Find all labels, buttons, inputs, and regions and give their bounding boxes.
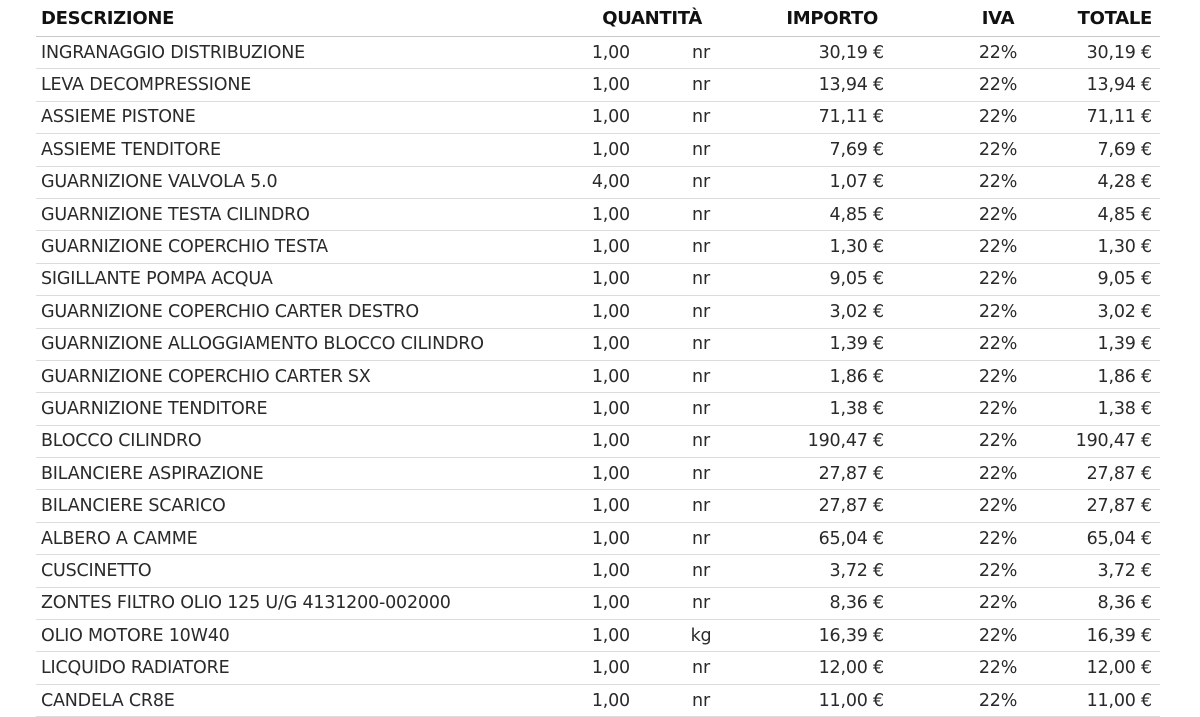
cell-importo: 16,39 € (818, 625, 884, 646)
cell-descrizione: GUARNIZIONE COPERCHIO CARTER DESTRO (41, 301, 419, 322)
table-row (36, 426, 1160, 458)
cell-importo: 1,39 € (829, 334, 884, 355)
cell-unita: nr (692, 237, 710, 258)
cell-descrizione: ZONTES FILTRO OLIO 125 U/G 4131200-002000 (41, 593, 451, 614)
cell-unita: nr (692, 496, 710, 517)
cell-totale: 12,00 € (1086, 658, 1152, 679)
cell-quantita: 1,00 (591, 301, 630, 322)
cell-iva: 22% (978, 204, 1018, 225)
cell-descrizione: GUARNIZIONE COPERCHIO TESTA (41, 237, 328, 258)
cell-iva: 22% (978, 107, 1018, 128)
cell-unita: nr (692, 204, 710, 225)
cell-descrizione: BILANCIERE ASPIRAZIONE (41, 463, 264, 484)
cell-unita: nr (692, 658, 710, 679)
cell-totale: 13,94 € (1086, 75, 1152, 96)
cell-descrizione: OLIO MOTORE 10W40 (41, 625, 230, 646)
cell-descrizione: LEVA DECOMPRESSIONE (41, 75, 252, 96)
cell-quantita: 1,00 (591, 625, 630, 646)
header-descrizione: DESCRIZIONE (41, 7, 175, 29)
table-row (36, 199, 1160, 231)
cell-totale: 1,86 € (1097, 366, 1152, 387)
cell-unita: nr (692, 366, 710, 387)
cell-totale: 30,19 € (1086, 42, 1152, 63)
table-row (36, 458, 1160, 490)
table-row (36, 167, 1160, 199)
cell-descrizione: LICQUIDO RADIATORE (41, 658, 230, 679)
cell-totale: 190,47 € (1075, 431, 1152, 452)
cell-quantita: 1,00 (591, 42, 630, 63)
cell-quantita: 1,00 (591, 204, 630, 225)
cell-unita: nr (692, 593, 710, 614)
cell-quantita: 1,00 (591, 593, 630, 614)
cell-importo: 3,02 € (829, 301, 884, 322)
cell-quantita: 1,00 (591, 431, 630, 452)
cell-iva: 22% (978, 463, 1018, 484)
cell-quantita: 1,00 (591, 560, 630, 581)
cell-descrizione: ALBERO A CAMME (41, 528, 198, 549)
cell-iva: 22% (978, 301, 1018, 322)
table-row (36, 264, 1160, 296)
table-row (36, 361, 1160, 393)
cell-importo: 1,38 € (829, 398, 884, 419)
cell-totale: 7,69 € (1097, 139, 1152, 160)
cell-totale: 3,72 € (1097, 560, 1152, 581)
cell-descrizione: GUARNIZIONE TESTA CILINDRO (41, 204, 310, 225)
cell-unita: nr (692, 75, 710, 96)
table-row (36, 134, 1160, 166)
cell-totale: 8,36 € (1097, 593, 1152, 614)
cell-descrizione: BLOCCO CILINDRO (41, 431, 202, 452)
cell-unita: nr (692, 463, 710, 484)
cell-quantita: 1,00 (591, 139, 630, 160)
cell-descrizione: ASSIEME TENDITORE (41, 139, 221, 160)
cell-iva: 22% (978, 172, 1018, 193)
cell-unita: nr (692, 528, 710, 549)
table-row (36, 652, 1160, 684)
cell-unita: nr (692, 172, 710, 193)
table-row (36, 490, 1160, 522)
cell-importo: 1,30 € (829, 237, 884, 258)
cell-iva: 22% (978, 269, 1018, 290)
cell-quantita: 1,00 (591, 269, 630, 290)
cell-descrizione: GUARNIZIONE VALVOLA 5.0 (41, 172, 278, 193)
header-quantita: QUANTITÀ (602, 7, 702, 29)
cell-importo: 9,05 € (829, 269, 884, 290)
cell-totale: 9,05 € (1097, 269, 1152, 290)
cell-iva: 22% (978, 398, 1018, 419)
cell-importo: 190,47 € (807, 431, 884, 452)
cell-importo: 27,87 € (818, 463, 884, 484)
table-row (36, 296, 1160, 328)
cell-descrizione: CANDELA CR8E (41, 690, 175, 711)
invoice-table (36, 0, 1160, 717)
cell-iva: 22% (978, 625, 1018, 646)
table-row (36, 588, 1160, 620)
table-row (36, 555, 1160, 587)
cell-importo: 12,00 € (818, 658, 884, 679)
cell-totale: 4,28 € (1097, 172, 1152, 193)
cell-quantita: 1,00 (591, 658, 630, 679)
cell-totale: 3,02 € (1097, 301, 1152, 322)
cell-quantita: 1,00 (591, 398, 630, 419)
cell-iva: 22% (978, 237, 1018, 258)
cell-importo: 30,19 € (818, 42, 884, 63)
cell-totale: 1,38 € (1097, 398, 1152, 419)
cell-iva: 22% (978, 334, 1018, 355)
cell-totale: 16,39 € (1086, 625, 1152, 646)
cell-descrizione: GUARNIZIONE COPERCHIO CARTER SX (41, 366, 371, 387)
cell-quantita: 1,00 (591, 528, 630, 549)
cell-importo: 1,07 € (829, 172, 884, 193)
cell-unita: kg (690, 625, 712, 646)
cell-unita: nr (692, 301, 710, 322)
cell-totale: 27,87 € (1086, 463, 1152, 484)
table-row (36, 69, 1160, 101)
cell-unita: nr (692, 398, 710, 419)
cell-iva: 22% (978, 560, 1018, 581)
table-row (36, 393, 1160, 425)
cell-iva: 22% (978, 658, 1018, 679)
cell-totale: 65,04 € (1086, 528, 1152, 549)
table-row (36, 523, 1160, 555)
cell-quantita: 1,00 (591, 107, 630, 128)
cell-totale: 4,85 € (1097, 204, 1152, 225)
cell-iva: 22% (978, 496, 1018, 517)
table-row (36, 620, 1160, 652)
cell-descrizione: ASSIEME PISTONE (41, 107, 196, 128)
cell-iva: 22% (978, 139, 1018, 160)
cell-importo: 11,00 € (818, 690, 884, 711)
cell-importo: 3,72 € (829, 560, 884, 581)
cell-importo: 71,11 € (818, 107, 884, 128)
cell-totale: 11,00 € (1086, 690, 1152, 711)
table-row (36, 329, 1160, 361)
cell-iva: 22% (978, 593, 1018, 614)
cell-descrizione: INGRANAGGIO DISTRIBUZIONE (41, 42, 305, 63)
table-row (36, 685, 1160, 717)
cell-totale: 1,39 € (1097, 334, 1152, 355)
cell-unita: nr (692, 107, 710, 128)
cell-iva: 22% (978, 75, 1018, 96)
cell-unita: nr (692, 560, 710, 581)
cell-descrizione: CUSCINETTO (41, 560, 152, 581)
table-row (36, 231, 1160, 263)
cell-quantita: 4,00 (591, 172, 630, 193)
header-iva: IVA (981, 7, 1015, 29)
cell-importo: 13,94 € (818, 75, 884, 96)
cell-unita: nr (692, 139, 710, 160)
cell-iva: 22% (978, 431, 1018, 452)
cell-quantita: 1,00 (591, 237, 630, 258)
cell-quantita: 1,00 (591, 75, 630, 96)
cell-unita: nr (692, 334, 710, 355)
cell-descrizione: GUARNIZIONE TENDITORE (41, 398, 268, 419)
cell-quantita: 1,00 (591, 463, 630, 484)
cell-importo: 8,36 € (829, 593, 884, 614)
cell-unita: nr (692, 431, 710, 452)
cell-importo: 27,87 € (818, 496, 884, 517)
cell-totale: 27,87 € (1086, 496, 1152, 517)
cell-descrizione: GUARNIZIONE ALLOGGIAMENTO BLOCCO CILINDRO (41, 334, 484, 355)
cell-iva: 22% (978, 690, 1018, 711)
cell-importo: 7,69 € (829, 139, 884, 160)
cell-totale: 71,11 € (1086, 107, 1152, 128)
cell-totale: 1,30 € (1097, 237, 1152, 258)
cell-unita: nr (692, 269, 710, 290)
cell-quantita: 1,00 (591, 334, 630, 355)
cell-iva: 22% (978, 366, 1018, 387)
cell-iva: 22% (978, 42, 1018, 63)
table-row (36, 37, 1160, 69)
cell-importo: 1,86 € (829, 366, 884, 387)
header-importo: IMPORTO (786, 7, 878, 29)
cell-importo: 65,04 € (818, 528, 884, 549)
cell-unita: nr (692, 690, 710, 711)
cell-quantita: 1,00 (591, 366, 630, 387)
table-header (36, 0, 1160, 37)
cell-descrizione: SIGILLANTE POMPA ACQUA (41, 269, 273, 290)
table-row (36, 102, 1160, 134)
cell-quantita: 1,00 (591, 690, 630, 711)
cell-iva: 22% (978, 528, 1018, 549)
cell-unita: nr (692, 42, 710, 63)
cell-importo: 4,85 € (829, 204, 884, 225)
header-totale: TOTALE (1077, 7, 1152, 29)
cell-descrizione: BILANCIERE SCARICO (41, 496, 226, 517)
table-body (36, 37, 1160, 717)
cell-quantita: 1,00 (591, 496, 630, 517)
